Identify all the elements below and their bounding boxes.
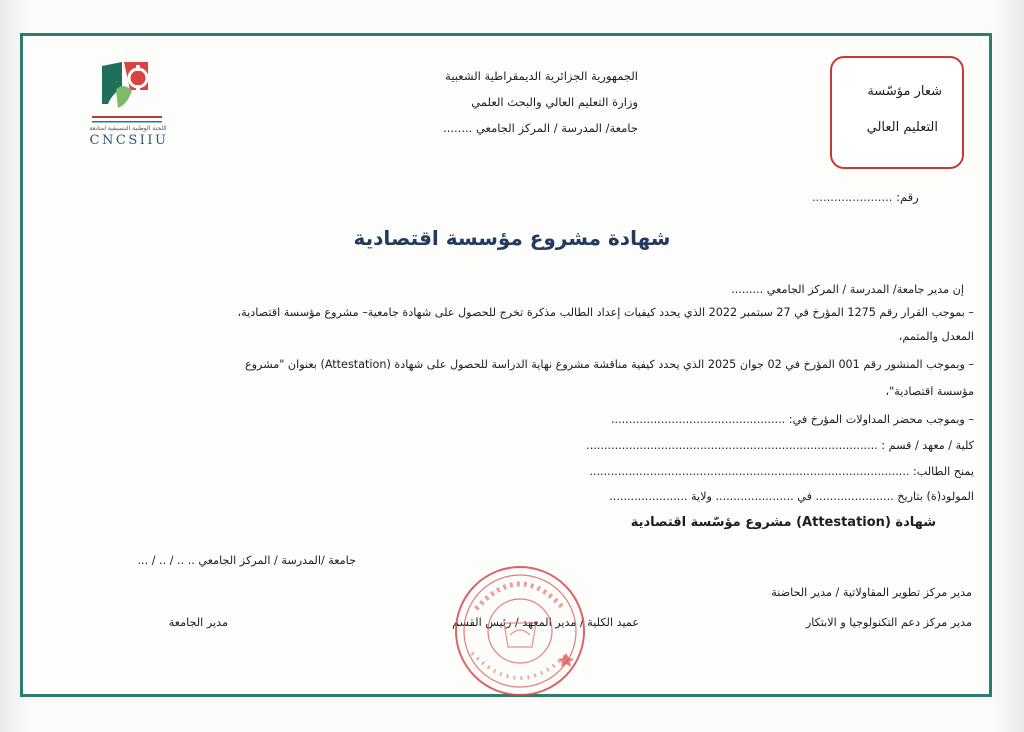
student-line: يمنح الطالب: .......................................................................................... xyxy=(589,465,974,478)
body-intro: إن مدير جامعة/ المدرسة / المركز الجامعي ......... xyxy=(731,283,964,296)
certificate-title: شهادة مشروع مؤسسة اقتصادية xyxy=(353,226,671,250)
logo-name: CNCSIIU xyxy=(89,133,169,148)
body-clause1a: – بموجب القرار رقم 1275 المؤرخ في 27 سبتمبر 2022 الذي يحدد كيفيات إعداد الطالب مذكرة تخرج للحصول على شهادة جامعية– مشروع مؤسسة اقتصادية، xyxy=(237,306,974,319)
body-clause3: – وبموجب محضر المداولات المؤرخ في: ................................................. xyxy=(610,413,974,426)
header-ministry: وزارة التعليم العالي والبحث العلمي xyxy=(471,95,638,109)
reference-dots: ...................... xyxy=(812,190,893,204)
body-clause2b: مؤسسة اقتصادية"، xyxy=(885,385,974,398)
birth-line: المولود(ة) بتاريخ ...................... في ...................... ولاية ...................... xyxy=(609,490,974,503)
sig-university-director: مدير الجامعة xyxy=(168,616,228,629)
header-university: جامعة/ المدرسة / المركز الجامعي ........ xyxy=(443,121,638,135)
reference-label: رقم: xyxy=(896,190,919,204)
place-date-line: جامعة /المدرسة / المركز الجامعي .. .. / .. / ... xyxy=(137,554,356,567)
header-republic: الجمهورية الجزائرية الديمقراطية الشعبية xyxy=(445,69,638,83)
institution-logo-box xyxy=(830,56,964,169)
logo-box-line1: شعار مؤسّسة xyxy=(867,84,942,99)
logo-box-line2: التعليم العالي xyxy=(866,120,938,135)
sig-dean: عميد الكلية / مدير المعهد / رئيس القسم xyxy=(452,616,639,629)
official-stamp-icon xyxy=(452,563,588,699)
body-clause2a: – وبموجب المنشور رقم 001 المؤرخ في 02 جوان 2025 الذي يحدد كيفية مناقشة مشروع نهاية الدراسة للحصول على شهادة (Attestation) بعنوان "مشروع xyxy=(244,358,974,371)
sig-technology-director: مدير مركز دعم التكنولوجيا و الابتكار xyxy=(805,616,972,629)
sig-entrepreneurship-director: مدير مركز تطوير المقاولاتية / مدير الحاضنة xyxy=(771,586,972,599)
logo-subtitle: اللجنة الوطنية التنسيقية لمتابعة xyxy=(89,125,167,132)
body-clause1b: المعدل والمتمم، xyxy=(898,330,974,343)
faculty-line: كلية / معهد / قسم : .................................................................................. xyxy=(586,439,974,452)
header-block xyxy=(360,63,638,141)
attestation-line: شهادة (Attestation) مشروع مؤسّسة اقتصادية xyxy=(630,515,936,530)
reference-number xyxy=(812,190,919,204)
